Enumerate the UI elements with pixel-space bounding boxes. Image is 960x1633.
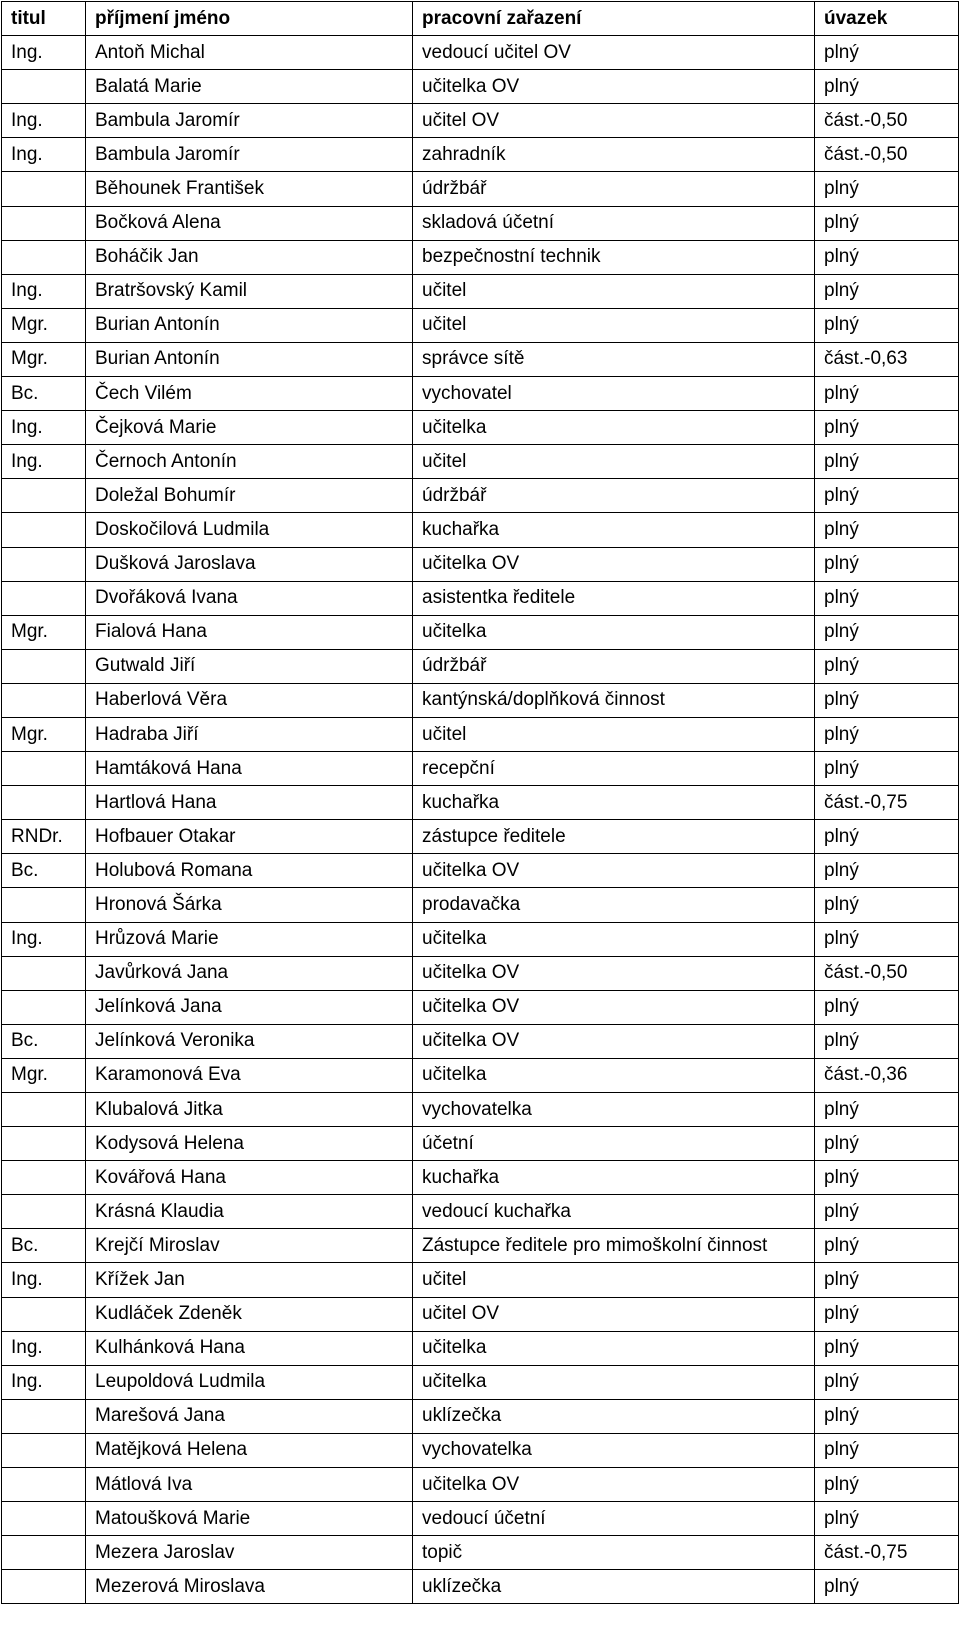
table-row	[2, 274, 959, 308]
header-row	[2, 2, 959, 36]
table-row	[2, 70, 959, 104]
table-row	[2, 411, 959, 445]
cell-title	[2, 1127, 86, 1161]
cell-workload: plný	[815, 377, 959, 411]
cell-position: učitelka OV	[413, 547, 815, 581]
table-row	[2, 240, 959, 274]
table-row	[2, 172, 959, 206]
cell-position: kuchařka	[413, 513, 815, 547]
table-row	[2, 1570, 959, 1604]
cell-workload: plný	[815, 1263, 959, 1297]
cell-position: učitel	[413, 1263, 815, 1297]
table-body	[2, 36, 959, 1604]
cell-name: Hrůzová Marie	[86, 922, 413, 956]
cell-workload: plný	[815, 172, 959, 206]
cell-position: učitelka OV	[413, 854, 815, 888]
cell-name: Antoň Michal	[86, 36, 413, 70]
cell-position: kuchařka	[413, 786, 815, 820]
cell-position: bezpečnostní technik	[413, 240, 815, 274]
cell-name: Čech Vilém	[86, 377, 413, 411]
cell-position: vychovatel	[413, 377, 815, 411]
cell-name: Jelínková Jana	[86, 990, 413, 1024]
cell-name: Burian Antonín	[86, 342, 413, 376]
table-row	[2, 1058, 959, 1092]
cell-workload: plný	[815, 1399, 959, 1433]
cell-title: Mgr.	[2, 1058, 86, 1092]
header-title: titul	[2, 2, 86, 36]
cell-title: Ing.	[2, 445, 86, 479]
table-row	[2, 854, 959, 888]
table-row	[2, 1502, 959, 1536]
cell-name: Klubalová Jitka	[86, 1093, 413, 1127]
table-row	[2, 1263, 959, 1297]
cell-name: Kovářová Hana	[86, 1161, 413, 1195]
header-workload: úvazek	[815, 2, 959, 36]
cell-title	[2, 1502, 86, 1536]
cell-name: Haberlová Věra	[86, 683, 413, 717]
cell-workload: plný	[815, 479, 959, 513]
cell-position: učitel	[413, 717, 815, 751]
cell-position: topič	[413, 1536, 815, 1570]
cell-name: Krásná Klaudia	[86, 1195, 413, 1229]
cell-position: učitelka OV	[413, 956, 815, 990]
table-row	[2, 1331, 959, 1365]
cell-workload: plný	[815, 240, 959, 274]
cell-title: Ing.	[2, 1365, 86, 1399]
cell-workload: plný	[815, 683, 959, 717]
cell-position: učitelka	[413, 615, 815, 649]
cell-position: zástupce ředitele	[413, 820, 815, 854]
cell-name: Bratršovský Kamil	[86, 274, 413, 308]
cell-workload: plný	[815, 1127, 959, 1161]
cell-name: Hronová Šárka	[86, 888, 413, 922]
cell-workload: plný	[815, 1297, 959, 1331]
cell-title	[2, 888, 86, 922]
cell-position: správce sítě	[413, 342, 815, 376]
cell-title: Mgr.	[2, 342, 86, 376]
cell-workload: plný	[815, 615, 959, 649]
table-row	[2, 1195, 959, 1229]
cell-name: Čejková Marie	[86, 411, 413, 445]
cell-position: učitelka	[413, 411, 815, 445]
cell-title	[2, 752, 86, 786]
cell-workload: plný	[815, 274, 959, 308]
cell-workload: plný	[815, 1195, 959, 1229]
cell-workload: část.-0,36	[815, 1058, 959, 1092]
table-row	[2, 1365, 959, 1399]
cell-name: Karamonová Eva	[86, 1058, 413, 1092]
cell-workload: plný	[815, 1365, 959, 1399]
cell-position: učitelka	[413, 922, 815, 956]
cell-title: Mgr.	[2, 717, 86, 751]
cell-workload: plný	[815, 752, 959, 786]
cell-position: učitel	[413, 308, 815, 342]
table-row	[2, 479, 959, 513]
table-row	[2, 649, 959, 683]
table-row	[2, 1433, 959, 1467]
cell-name: Krejčí Miroslav	[86, 1229, 413, 1263]
table-row	[2, 752, 959, 786]
cell-position: učitelka	[413, 1365, 815, 1399]
cell-workload: plný	[815, 820, 959, 854]
cell-position: údržbář	[413, 172, 815, 206]
cell-title: Bc.	[2, 1229, 86, 1263]
cell-position: kantýnská/doplňková činnost	[413, 683, 815, 717]
cell-name: Hadraba Jiří	[86, 717, 413, 751]
cell-position: učitel	[413, 445, 815, 479]
cell-title	[2, 1570, 86, 1604]
cell-name: Bambula Jaromír	[86, 104, 413, 138]
table-row	[2, 547, 959, 581]
cell-workload: plný	[815, 513, 959, 547]
cell-name: Jelínková Veronika	[86, 1024, 413, 1058]
cell-title: Bc.	[2, 377, 86, 411]
table-row	[2, 104, 959, 138]
table-row	[2, 342, 959, 376]
cell-position: vedoucí účetní	[413, 1502, 815, 1536]
cell-position: Zástupce ředitele pro mimoškolní činnost	[413, 1229, 815, 1263]
cell-workload: plný	[815, 1161, 959, 1195]
cell-name: Leupoldová Ludmila	[86, 1365, 413, 1399]
cell-name: Boháčik Jan	[86, 240, 413, 274]
cell-position: učitelka OV	[413, 1468, 815, 1502]
cell-title	[2, 1297, 86, 1331]
cell-title	[2, 1195, 86, 1229]
cell-title	[2, 786, 86, 820]
cell-position: účetní	[413, 1127, 815, 1161]
cell-workload: plný	[815, 1024, 959, 1058]
cell-workload: plný	[815, 547, 959, 581]
table-row	[2, 377, 959, 411]
cell-position: učitel	[413, 274, 815, 308]
table-row	[2, 683, 959, 717]
cell-title	[2, 1161, 86, 1195]
table-row	[2, 615, 959, 649]
cell-name: Běhounek František	[86, 172, 413, 206]
cell-workload: plný	[815, 888, 959, 922]
cell-workload: plný	[815, 1433, 959, 1467]
cell-title	[2, 956, 86, 990]
cell-position: asistentka ředitele	[413, 581, 815, 615]
cell-title	[2, 70, 86, 104]
cell-name: Bambula Jaromír	[86, 138, 413, 172]
cell-title	[2, 1468, 86, 1502]
table-row	[2, 786, 959, 820]
table-row	[2, 1161, 959, 1195]
cell-title: Mgr.	[2, 308, 86, 342]
cell-position: vychovatelka	[413, 1093, 815, 1127]
cell-name: Křížek Jan	[86, 1263, 413, 1297]
cell-workload: část.-0,63	[815, 342, 959, 376]
table-row	[2, 1024, 959, 1058]
cell-name: Hofbauer Otakar	[86, 820, 413, 854]
table-row	[2, 1127, 959, 1161]
cell-title	[2, 683, 86, 717]
table-row	[2, 1093, 959, 1127]
cell-position: učitelka	[413, 1058, 815, 1092]
cell-name: Matějková Helena	[86, 1433, 413, 1467]
cell-position: učitelka	[413, 1331, 815, 1365]
cell-name: Mátlová Iva	[86, 1468, 413, 1502]
cell-title: Ing.	[2, 1263, 86, 1297]
cell-workload: část.-0,50	[815, 956, 959, 990]
cell-name: Balatá Marie	[86, 70, 413, 104]
table-row	[2, 922, 959, 956]
cell-position: skladová účetní	[413, 206, 815, 240]
cell-title: Ing.	[2, 104, 86, 138]
staff-table	[1, 1, 959, 1604]
table-row	[2, 581, 959, 615]
cell-position: recepční	[413, 752, 815, 786]
cell-name: Gutwald Jiří	[86, 649, 413, 683]
cell-title	[2, 513, 86, 547]
cell-name: Javůrková Jana	[86, 956, 413, 990]
table-row	[2, 956, 959, 990]
cell-name: Hamtáková Hana	[86, 752, 413, 786]
cell-workload: plný	[815, 990, 959, 1024]
cell-name: Hartlová Hana	[86, 786, 413, 820]
cell-position: uklízečka	[413, 1570, 815, 1604]
cell-name: Fialová Hana	[86, 615, 413, 649]
cell-title: Ing.	[2, 922, 86, 956]
cell-title	[2, 547, 86, 581]
cell-name: Mezerová Miroslava	[86, 1570, 413, 1604]
table-row	[2, 36, 959, 70]
table-row	[2, 445, 959, 479]
cell-position: zahradník	[413, 138, 815, 172]
cell-workload: plný	[815, 1570, 959, 1604]
cell-workload: plný	[815, 70, 959, 104]
cell-title	[2, 1399, 86, 1433]
cell-position: kuchařka	[413, 1161, 815, 1195]
cell-workload: plný	[815, 1468, 959, 1502]
table-row	[2, 990, 959, 1024]
cell-name: Kudláček Zdeněk	[86, 1297, 413, 1331]
table-row	[2, 308, 959, 342]
cell-position: údržbář	[413, 649, 815, 683]
cell-workload: plný	[815, 649, 959, 683]
cell-name: Dvořáková Ivana	[86, 581, 413, 615]
cell-workload: plný	[815, 1331, 959, 1365]
cell-name: Dušková Jaroslava	[86, 547, 413, 581]
cell-position: učitelka OV	[413, 990, 815, 1024]
cell-workload: plný	[815, 854, 959, 888]
cell-position: učitelka OV	[413, 70, 815, 104]
cell-position: učitel OV	[413, 104, 815, 138]
cell-workload: část.-0,50	[815, 138, 959, 172]
cell-workload: plný	[815, 581, 959, 615]
cell-title	[2, 206, 86, 240]
cell-name: Kulhánková Hana	[86, 1331, 413, 1365]
table-row	[2, 1468, 959, 1502]
cell-title	[2, 581, 86, 615]
cell-workload: část.-0,75	[815, 1536, 959, 1570]
table-row	[2, 820, 959, 854]
cell-title	[2, 479, 86, 513]
table-row	[2, 513, 959, 547]
cell-name: Marešová Jana	[86, 1399, 413, 1433]
header-name: příjmení jméno	[86, 2, 413, 36]
cell-workload: plný	[815, 308, 959, 342]
cell-title: Ing.	[2, 1331, 86, 1365]
table-row	[2, 138, 959, 172]
table-row	[2, 1229, 959, 1263]
cell-position: vedoucí kuchařka	[413, 1195, 815, 1229]
cell-name: Doskočilová Ludmila	[86, 513, 413, 547]
table-row	[2, 717, 959, 751]
cell-title: Ing.	[2, 274, 86, 308]
cell-title: RNDr.	[2, 820, 86, 854]
cell-workload: část.-0,50	[815, 104, 959, 138]
cell-workload: plný	[815, 1229, 959, 1263]
cell-workload: část.-0,75	[815, 786, 959, 820]
cell-position: vychovatelka	[413, 1433, 815, 1467]
cell-title	[2, 1433, 86, 1467]
cell-name: Černoch Antonín	[86, 445, 413, 479]
cell-title: Mgr.	[2, 615, 86, 649]
cell-workload: plný	[815, 1093, 959, 1127]
cell-name: Matoušková Marie	[86, 1502, 413, 1536]
cell-title: Ing.	[2, 138, 86, 172]
cell-name: Doležal Bohumír	[86, 479, 413, 513]
cell-position: prodavačka	[413, 888, 815, 922]
cell-position: údržbář	[413, 479, 815, 513]
cell-position: učitel OV	[413, 1297, 815, 1331]
cell-workload: plný	[815, 717, 959, 751]
cell-title: Bc.	[2, 854, 86, 888]
cell-workload: plný	[815, 922, 959, 956]
cell-position: uklízečka	[413, 1399, 815, 1433]
cell-title	[2, 1093, 86, 1127]
cell-workload: plný	[815, 36, 959, 70]
header-position: pracovní zařazení	[413, 2, 815, 36]
cell-title	[2, 172, 86, 206]
cell-workload: plný	[815, 445, 959, 479]
cell-title: Ing.	[2, 36, 86, 70]
cell-name: Holubová Romana	[86, 854, 413, 888]
table-row	[2, 1399, 959, 1433]
cell-title	[2, 990, 86, 1024]
table-row	[2, 1536, 959, 1570]
cell-title	[2, 1536, 86, 1570]
table-header	[2, 2, 959, 36]
cell-title: Ing.	[2, 411, 86, 445]
cell-title: Bc.	[2, 1024, 86, 1058]
cell-title	[2, 649, 86, 683]
cell-name: Kodysová Helena	[86, 1127, 413, 1161]
cell-workload: plný	[815, 206, 959, 240]
cell-name: Bočková Alena	[86, 206, 413, 240]
table-row	[2, 1297, 959, 1331]
table-row	[2, 888, 959, 922]
cell-workload: plný	[815, 411, 959, 445]
table-row	[2, 206, 959, 240]
cell-workload: plný	[815, 1502, 959, 1536]
cell-position: vedoucí učitel OV	[413, 36, 815, 70]
cell-title	[2, 240, 86, 274]
cell-position: učitelka OV	[413, 1024, 815, 1058]
cell-name: Mezera Jaroslav	[86, 1536, 413, 1570]
cell-name: Burian Antonín	[86, 308, 413, 342]
